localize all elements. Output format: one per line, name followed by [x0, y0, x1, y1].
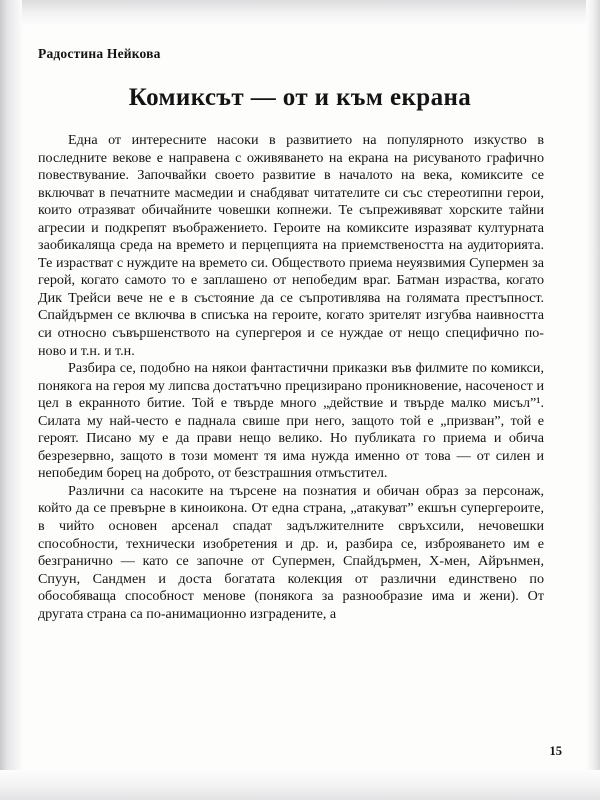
author-name: Радостина Нейкова [38, 46, 161, 61]
paragraph: Разбира се, подобно на някои фантастични приказки във филмите по комикси, понякога на героя му липсва достатъчно прецизирано проникновение, насоченост и цел в екранното битие. Той е твърде много „действие и твърде малко мисъл”¹. Силата му най-често е паднала свише при него, защото той е „призван”, той е героят. Писано му е да прави нещо велико. Но публиката го приема и обича безрезервно, защото в този момент тя има нужда именно от това — от силен и непобедим борец на доброто, от безстрашния отмъстител. [38, 360, 544, 482]
page-content [38, 0, 562, 800]
article-body [38, 132, 544, 623]
scan-shadow-right [586, 0, 600, 800]
page-number: 15 [549, 744, 562, 758]
page-title: Комиксът — от и към екрана [128, 84, 472, 111]
paragraph: Различни са насоките на търсене на познатия и обичан образ за персонаж, който да се превърне в киноикона. От една страна, „атакуват” екшън супергероите, в чийто основен арсенал спадат задължителните свръхсили, нечовешки способности, технически изобретения и др. и, разбира се, изброяването им е безгранично — като се започне от Супермен, Спайдърмен, Х-мен, Айрънмен, Спуун, Сандмен и доста богатата колекция от различни единствено по обособяваща способност менове (понякога за разнообразие има и жени). От другата страна са по-анимационно изградените, а [38, 482, 544, 622]
scan-shadow-left [0, 0, 22, 800]
paragraph: Една от интересните насоки в развитието на популярното изкуство в последните векове е направена с оживяването на екрана на рисуваното графично повествувание. Започвайки своето развитие в началото на века, комиксите се включват в печатните масмедии и снабдяват читателите си със стереотипни герои, които отразяват обичайните човешки копнежи. Те съпреживяват хорските тайни агресии и подкрепят въображението. Героите на комиксите изразяват културната заобикаляща среда на времето и перцепцията на приемствеността на аудиторията. Те израстват с нуждите на времето си. Обществото приема неуязвимия Супермен за герой, когато самото то е заплашено от непобедим враг. Батман израства, когато Дик Трейси вече не е в състояние да се съпротивлява на голямата престъпност. Спайдърмен се включва в списъка на героите, когато зрителят изгубва наивността си относно съвършенството на супергероя и се нуждае от нещо специфично по-ново и т.н. и т.н. [38, 132, 544, 359]
